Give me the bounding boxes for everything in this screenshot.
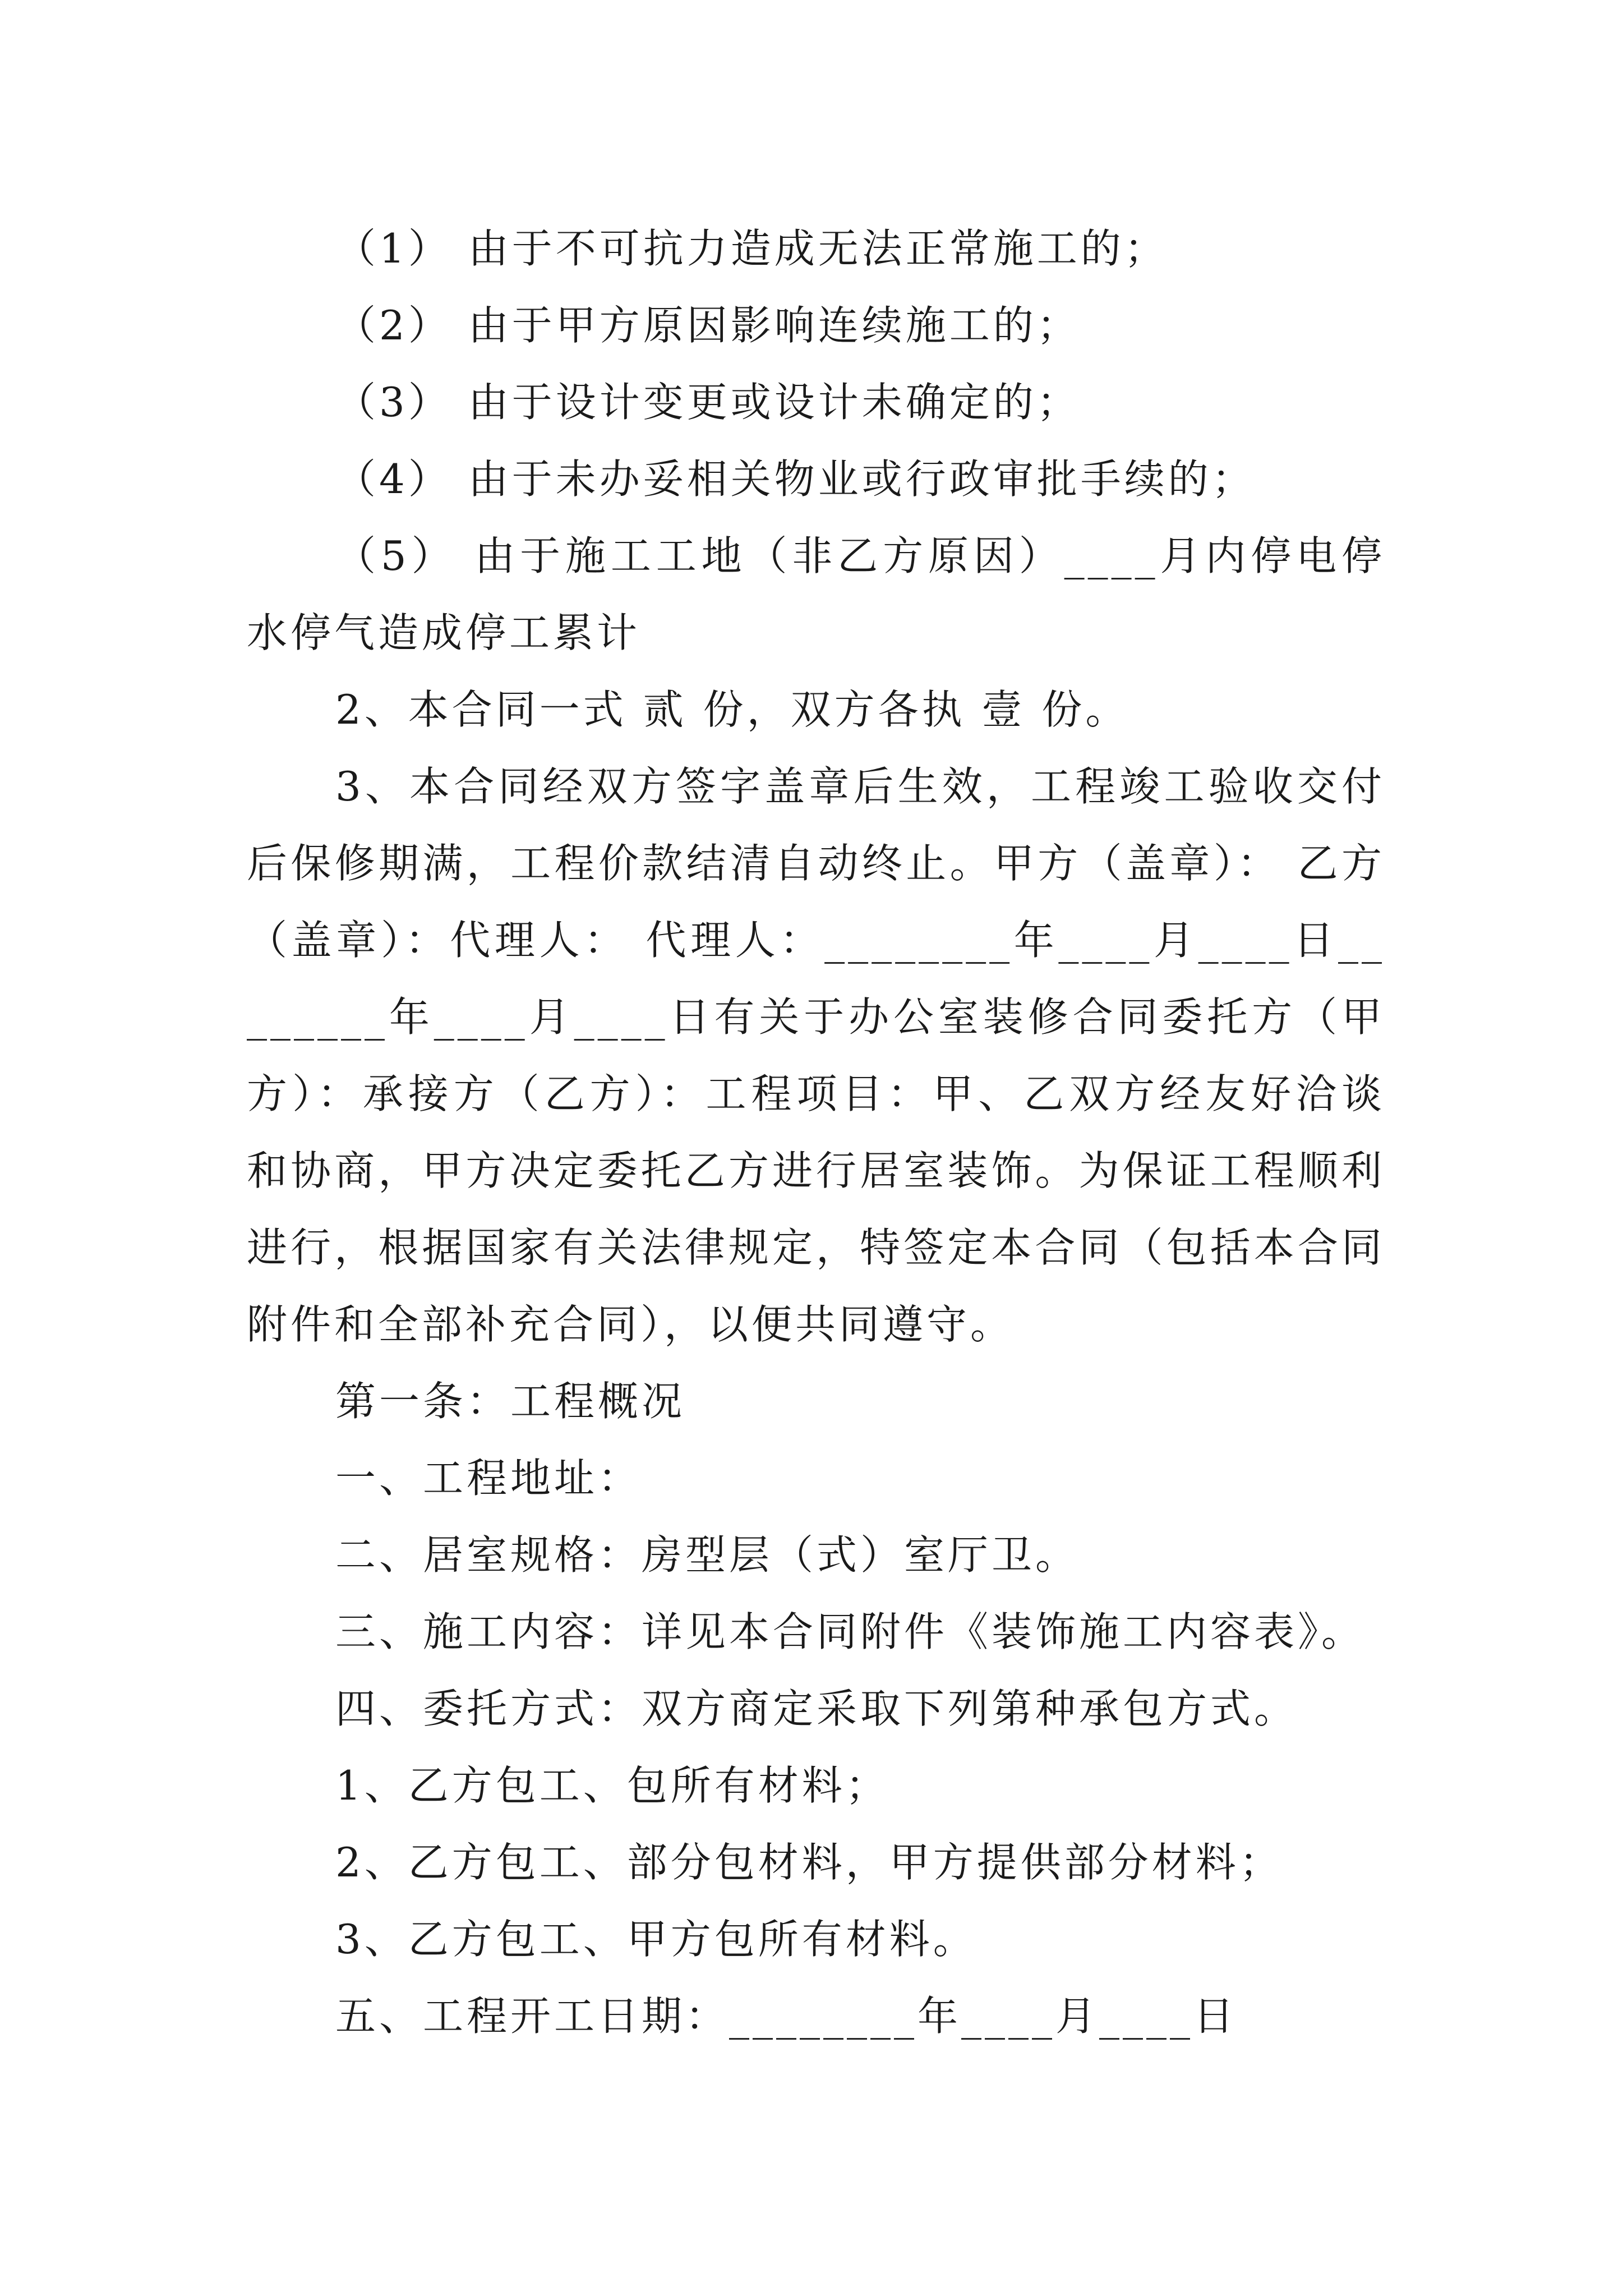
article-heading: 第一条：工程概况	[335, 1378, 686, 1425]
list-item-party-a-reason: （2） 由于甲方原因影响连续施工的；	[335, 302, 1081, 349]
list-item-design-change: （3） 由于设计变更或设计未确定的；	[335, 379, 1081, 426]
list-item-utility-outage: （5） 由于施工工地（非乙方原因）____月内停电停水停气造成停工累计	[247, 532, 1385, 656]
clause-copies: 2、本合同一式 贰 份，双方各执 壹 份。	[335, 686, 1129, 733]
clause-effectiveness: 3、本合同经双方签字盖章后生效，工程竣工验收交付后保修期满，工程价款结清自动终止。甲方（盖章）： 乙方（盖章）：代理人： 代理人：________年____月____日________年____月____日有关于办公室装修合同委托方（甲方）：承接方（乙方）：工程项目：甲、乙双方经友好洽谈和协商，甲方决定委托乙方进行居室装饰。为保证工程顺利进行，根据国家有关法律规定，特签定本合同（包括本合同附件和全部补充合同），以便共同遵守。	[247, 763, 1385, 1348]
method-option-2: 2、乙方包工、部分包材料，甲方提供部分材料；	[335, 1839, 1283, 1886]
room-specification: 二、居室规格：房型层（式）室厅卫。	[335, 1531, 1080, 1579]
project-address: 一、工程地址：	[335, 1455, 642, 1502]
list-item-approval-procedures: （4） 由于未办妥相关物业或行政审批手续的；	[335, 455, 1256, 503]
method-option-1: 1、乙方包工、包所有材料；	[335, 1762, 889, 1809]
start-date: 五、工程开工日期：________年____月____日	[335, 1993, 1238, 2040]
method-option-3: 3、乙方包工、甲方包所有材料。	[335, 1916, 977, 1963]
list-item-force-majeure: （1） 由于不可抗力造成无法正常施工的；	[335, 225, 1168, 272]
commission-method: 四、委托方式：双方商定采取下列第种承包方式。	[335, 1685, 1298, 1732]
construction-content: 三、施工内容：详见本合同附件《装饰施工内容表》。	[335, 1608, 1366, 1655]
document-body	[247, 210, 1385, 2055]
